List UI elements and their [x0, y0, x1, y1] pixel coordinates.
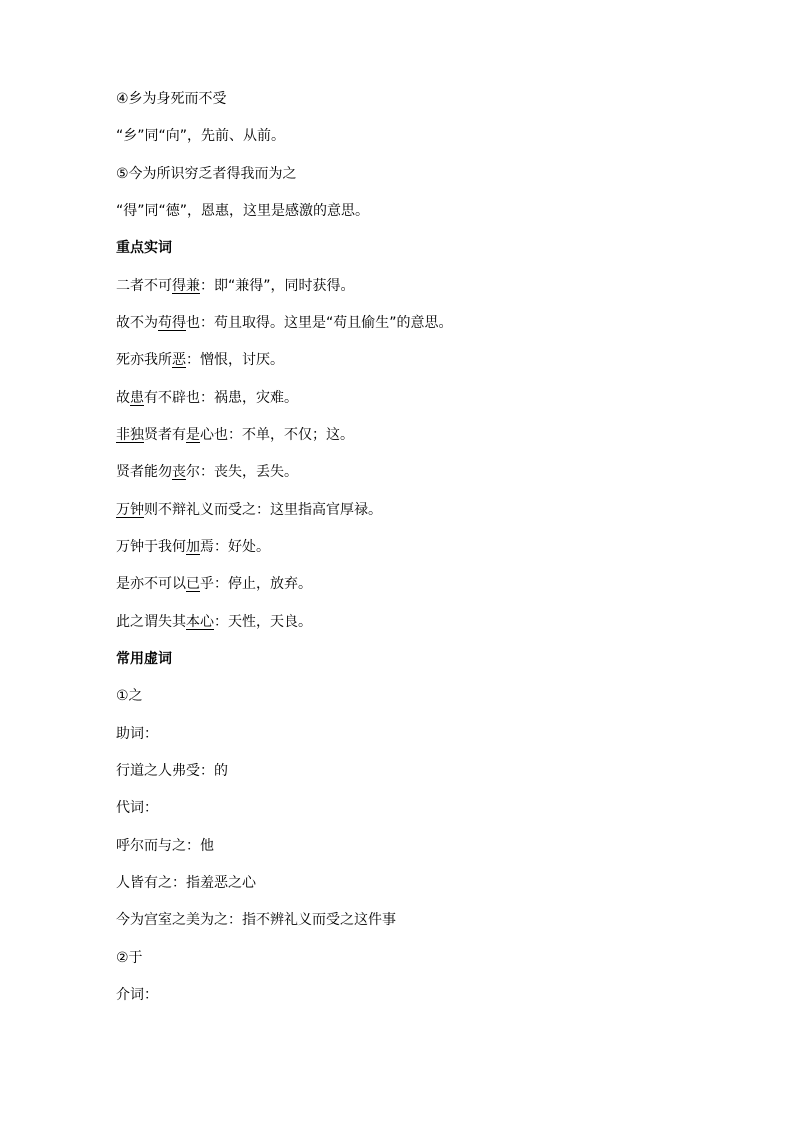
- entry-text: 焉：好处。: [200, 539, 270, 555]
- text-line: “得”同“德”，恩惠，这里是感激的意思。: [116, 203, 370, 219]
- entry-text: ：憎恨，讨厌。: [186, 352, 284, 368]
- text-line: 今为宫室之美为之：指不辨礼义而受之这件事: [116, 912, 396, 928]
- entry-text: 有不辟也：祸患，灾难。: [144, 390, 298, 406]
- section-heading: 常用虚词: [116, 651, 172, 667]
- text-line: 行道之人弗受：的: [116, 763, 228, 779]
- entry-text: 尔：丧失，丢失。: [186, 464, 298, 480]
- vocab-entry: [116, 612, 312, 632]
- underlined-term: 苟得: [158, 315, 186, 331]
- text-line: ④乡为身死而不受: [116, 91, 227, 107]
- underlined-term: 患: [130, 390, 144, 406]
- vocab-entry: [116, 500, 382, 520]
- underlined-term: 非独: [116, 427, 144, 443]
- vocab-entry: [116, 276, 355, 296]
- underlined-term: 已: [186, 576, 200, 592]
- vocab-entry: [116, 574, 312, 594]
- underlined-term: 加: [186, 539, 200, 555]
- section-heading: 重点实词: [116, 240, 172, 256]
- underlined-term: 恶: [172, 352, 186, 368]
- entry-text: 乎：停止，放弃。: [200, 576, 312, 592]
- entry-text: 贤者有: [144, 427, 186, 443]
- underlined-term: 丧: [172, 464, 186, 480]
- entry-text: 万钟于我何: [116, 539, 186, 555]
- text-line: 助词：: [116, 726, 158, 742]
- vocab-entry: [116, 313, 453, 333]
- text-line: 介词：: [116, 987, 158, 1003]
- text-line: ①之: [116, 688, 143, 704]
- entry-text: 故: [116, 390, 130, 406]
- text-line: 人皆有之：指羞恶之心: [116, 875, 256, 891]
- underlined-term: 是: [186, 427, 200, 443]
- vocab-entry: [116, 462, 298, 482]
- vocab-entry: [116, 425, 354, 445]
- text-line: 代词：: [116, 800, 158, 816]
- entry-text: 是亦不可以: [116, 576, 186, 592]
- text-line: 呼尔而与之：他: [116, 838, 214, 854]
- entry-text: 二者不可: [116, 278, 172, 294]
- entry-text: ：即“兼得”，同时获得。: [200, 278, 355, 294]
- entry-text: 也：苟且取得。这里是“苟且偷生”的意思。: [186, 315, 453, 331]
- entry-text: 则不辩礼义而受之：这里指高官厚禄。: [144, 502, 382, 518]
- text-line: ⑤今为所识穷乏者得我而为之: [116, 166, 297, 182]
- vocab-entry: [116, 537, 270, 557]
- underlined-term: 万钟: [116, 502, 144, 518]
- entry-text: 死亦我所: [116, 352, 172, 368]
- entry-text: 贤者能勿: [116, 464, 172, 480]
- vocab-entry: [116, 388, 298, 408]
- text-line: ②于: [116, 950, 143, 966]
- entry-text: 故不为: [116, 315, 158, 331]
- vocab-entry: [116, 350, 284, 370]
- text-line: “乡”同“向”，先前、从前。: [116, 128, 286, 144]
- underlined-term: 得兼: [172, 278, 200, 294]
- entry-text: 心也：不单，不仅；这。: [200, 427, 354, 443]
- entry-text: ：天性，天良。: [214, 614, 312, 630]
- underlined-term: 本心: [186, 614, 214, 630]
- entry-text: 此之谓失其: [116, 614, 186, 630]
